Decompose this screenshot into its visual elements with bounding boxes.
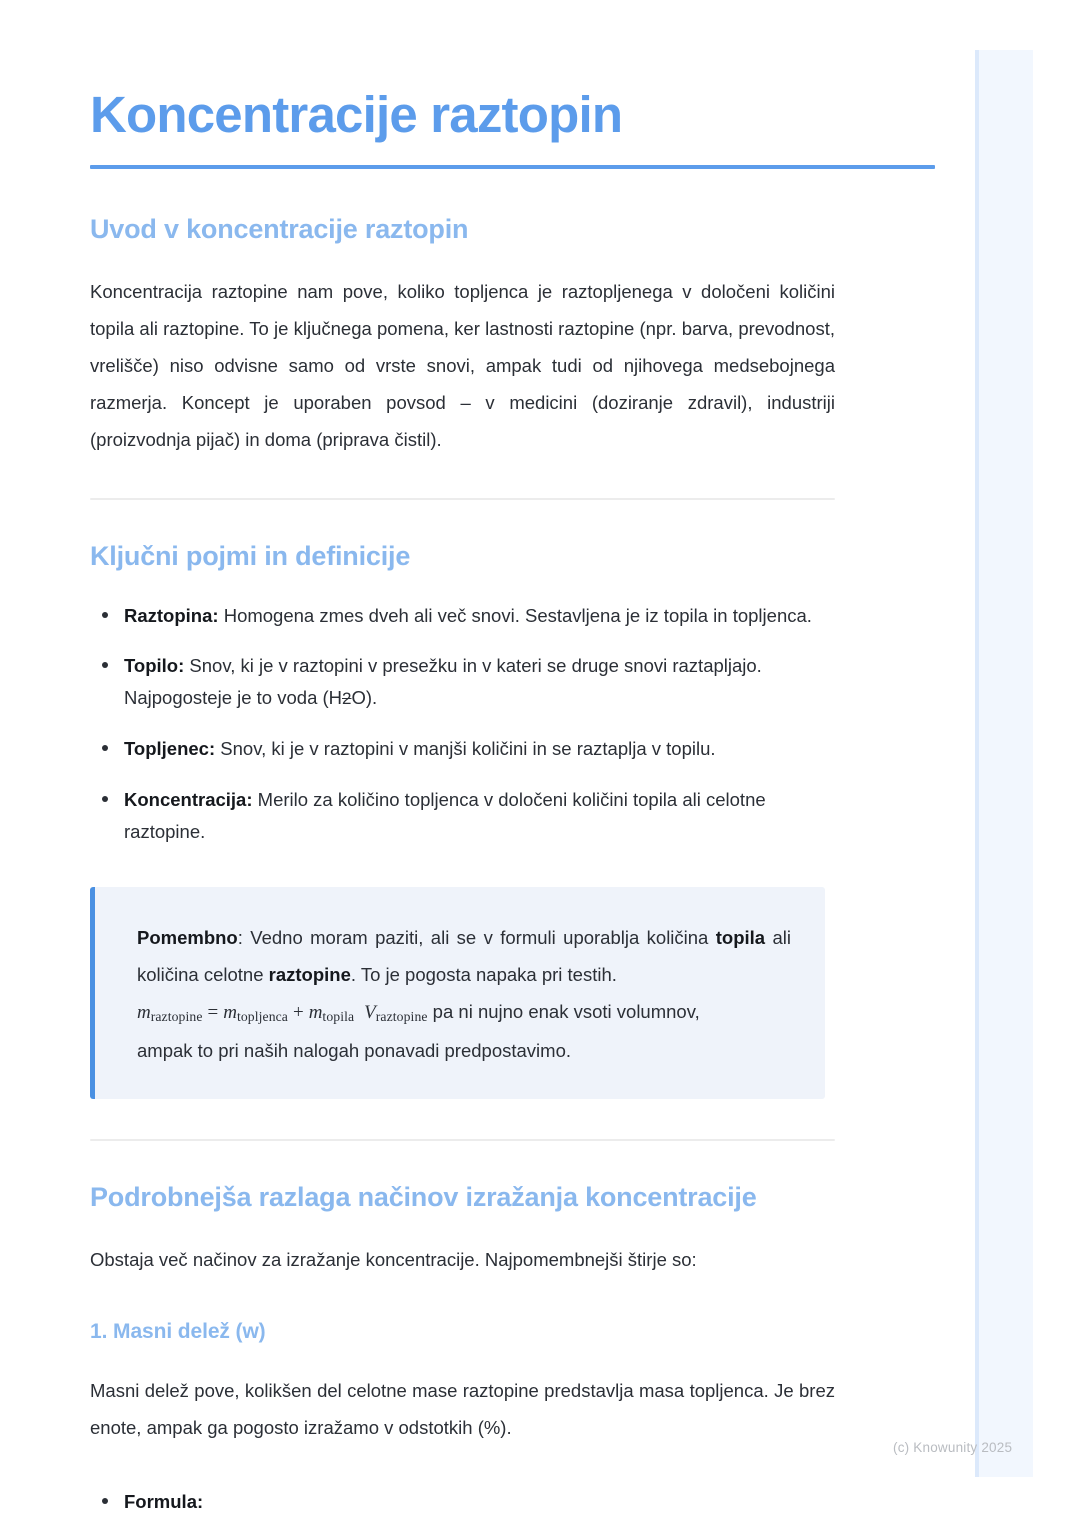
definition-term: Topljenec: — [124, 738, 216, 760]
section-paragraph-uvod: Koncentracija raztopine nam pove, koliko topljenca je raztopljenega v določeni količini topila ali raztopine. To je ključnega pomena, ker lastnosti raztopine (npr. barva, prevodnost, vrelišče) niso odvisne samo od vrste snovi, ampak tudi od njihovega medsebojnega razmerja. Koncept je uporaben povsod – v medicini (doziranje zdravil), industriji (proizvodnja pijač) in doma (priprava čistil). — [90, 280, 835, 450]
subsection-heading-masni-delez: 1. Masni delež (w) — [90, 1320, 266, 1344]
section-paragraph-podrobnejsa: Obstaja več načinov za izražanje koncentracije. Najpomembnejši štirje so: — [90, 1249, 697, 1271]
formula-list — [90, 1486, 835, 1518]
subsection-paragraph-masni-delez: Masni delež pove, kolikšen del celotne mase raztopine predstavlja masa topljenca. Je brez enote, ampak ga pogosto izražamo v odstotkih (%). — [90, 1379, 835, 1438]
math-plus: + — [292, 1002, 304, 1024]
bullet-icon — [102, 662, 108, 668]
math-m2: m — [223, 1002, 237, 1024]
callout-bold-raztopine: raztopine — [268, 964, 351, 986]
callout-paragraph — [137, 919, 791, 993]
callout-last-line: ampak to pri naših nalogah ponavadi predpostavimo. — [137, 1040, 572, 1062]
definition-text: Merilo za količino topljenca v določeni količini topila ali celotne raztopine. — [124, 788, 766, 842]
math-v: V — [364, 1002, 376, 1024]
definition-text: Snov, ki je v raztopini v manjši količini in se raztaplja v topilu. — [215, 738, 716, 760]
callout-line1: : Vedno moram paziti, ali se v formuli uporablja količina — [237, 927, 716, 949]
formula-mass-balance — [137, 1002, 428, 1023]
page-title: Koncentracije raztopin — [90, 86, 623, 143]
section-heading-podrobnejsa: Podrobnejša razlaga načinov izražanja koncentracije — [90, 1182, 757, 1213]
water-subscript: 2 — [342, 689, 352, 709]
math-m3: m — [308, 1002, 323, 1024]
bullet-icon — [102, 745, 108, 751]
math-m1-sub: raztopine — [150, 1009, 203, 1025]
list-item — [90, 733, 835, 765]
callout-mid1: ali količina celotne — [137, 927, 791, 986]
callout-after-math: pa ni nujno enak vsoti volumnov, — [427, 1001, 700, 1023]
callout-bold-topila: topila — [715, 927, 766, 949]
section-heading-kljucni-pojmi: Ključni pojmi in definicije — [90, 540, 411, 571]
definitions-list — [90, 600, 835, 848]
math-m2-sub: topljenca — [236, 1009, 288, 1025]
definition-term: Koncentracija: — [124, 788, 253, 810]
list-item — [90, 600, 835, 632]
callout-math-paragraph — [137, 993, 791, 1032]
definition-term: Topilo: — [124, 655, 185, 677]
watermark: (c) Knowunity 2025 — [893, 1440, 1013, 1455]
list-item — [90, 650, 835, 714]
definition-term: Raztopina: — [124, 604, 219, 626]
important-callout — [90, 887, 825, 1099]
math-m3-sub: topila — [322, 1009, 355, 1025]
bullet-icon — [102, 1498, 108, 1504]
definition-text-after: O). — [351, 687, 378, 709]
section-heading-uvod: Uvod v koncentracije raztopin — [90, 214, 469, 245]
bullet-icon — [102, 796, 108, 802]
math-m1: m — [137, 1002, 151, 1024]
list-item — [90, 784, 835, 848]
definition-text: Homogena zmes dveh ali več snovi. Sestavljena je iz topila in topljenca. — [218, 604, 812, 626]
math-v-sub: raztopine — [375, 1009, 428, 1025]
callout-mid2: . To je pogosta napaka pri testih. — [350, 964, 617, 986]
callout-label: Pomembno — [137, 927, 238, 949]
definition-text-before: Snov, ki je v raztopini v presežku in v kateri se druge snovi raztapljajo. Najpogosteje je to voda (H — [124, 655, 762, 709]
math-equals: = — [207, 1002, 219, 1024]
bullet-icon — [102, 612, 108, 618]
list-item — [90, 1486, 835, 1518]
formula-label: Formula: — [124, 1490, 204, 1512]
